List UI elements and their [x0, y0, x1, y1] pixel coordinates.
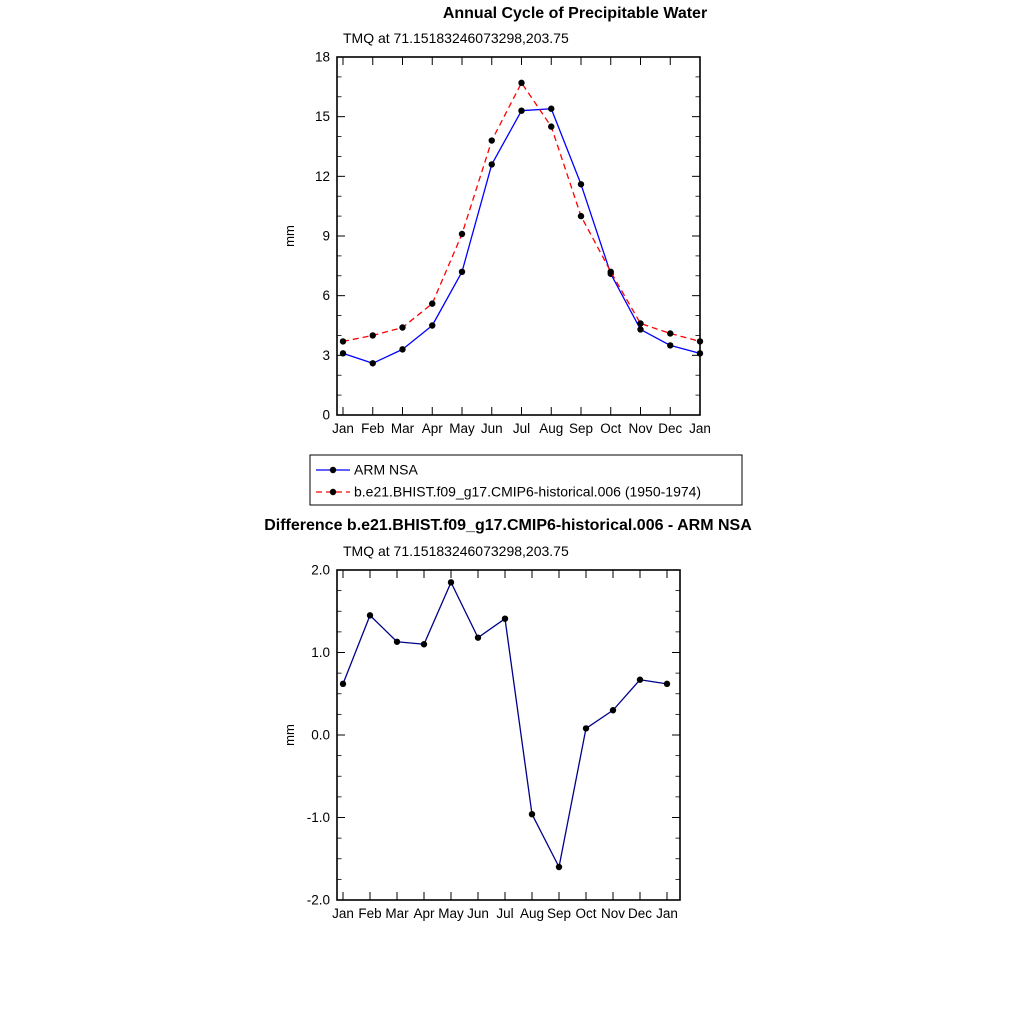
x-tick-label: May [438, 906, 464, 921]
y-tick-label: 2.0 [311, 562, 330, 578]
y-tick-label: 1.0 [311, 645, 330, 660]
data-point [556, 864, 562, 870]
x-tick-label: Apr [413, 906, 435, 921]
data-point [697, 350, 703, 356]
data-point [664, 681, 670, 687]
y-tick-label: 6 [322, 288, 330, 304]
x-tick-label: Dec [658, 421, 683, 436]
data-point [518, 80, 524, 86]
data-point [667, 342, 673, 348]
x-tick-label: Sep [546, 906, 572, 921]
x-tick-label: Mar [390, 421, 415, 436]
data-point [367, 612, 373, 618]
legend-marker [330, 467, 336, 473]
plot-frame [337, 570, 680, 900]
legend-label: b.e21.BHIST.f09_g17.CMIP6-historical.006 (1950-1974) [354, 483, 702, 500]
x-tick-label: Feb [361, 421, 385, 436]
y-tick-label: -2.0 [306, 892, 330, 908]
data-point [578, 181, 584, 187]
data-point [637, 326, 643, 332]
x-tick-label: Jan [332, 421, 354, 436]
data-point [610, 707, 616, 713]
x-tick-label: Jan [656, 906, 678, 921]
data-point [548, 123, 554, 129]
bottom-chart [307, 563, 680, 922]
data-point [340, 681, 346, 687]
x-tick-label: Aug [519, 906, 545, 921]
y-tick-label: 12 [314, 168, 330, 184]
data-point [608, 269, 614, 275]
data-point [429, 322, 435, 328]
x-tick-label: Jan [332, 906, 354, 921]
data-point [459, 231, 465, 237]
data-point [399, 346, 405, 352]
legend-marker [330, 489, 336, 495]
x-tick-label: Nov [600, 906, 626, 921]
data-point [667, 330, 673, 336]
data-point [637, 320, 643, 326]
bottom-chart-title: Difference b.e21.BHIST.f09_g17.CMIP6-historical.006 - ARM NSA [264, 517, 752, 534]
data-point [502, 615, 508, 621]
legend-label: ARM NSA [354, 461, 418, 478]
data-point [578, 213, 584, 219]
series-line [343, 83, 700, 342]
data-point [370, 332, 376, 338]
legend [310, 455, 742, 505]
bottom-chart-y-axis-label: mm [282, 724, 297, 746]
x-tick-label: Feb [358, 906, 382, 921]
x-tick-label: Aug [539, 421, 564, 436]
x-tick-label: Oct [600, 421, 622, 436]
data-point [583, 725, 589, 731]
data-point [529, 811, 535, 817]
data-point [697, 338, 703, 344]
data-point [475, 634, 481, 640]
x-tick-label: May [449, 421, 475, 436]
top-chart-y-axis-label: mm [282, 225, 297, 247]
data-point [518, 108, 524, 114]
data-point [548, 106, 554, 112]
data-point [459, 269, 465, 275]
bottom-chart-subtitle: TMQ at 71.15183246073298,203.75 [343, 543, 569, 559]
x-tick-label: Jul [496, 906, 514, 921]
x-tick-label: Jul [512, 421, 531, 436]
x-tick-label: Sep [568, 421, 594, 436]
data-point [421, 641, 427, 647]
data-point [340, 338, 346, 344]
x-tick-label: Jun [467, 906, 489, 921]
top-chart-subtitle: TMQ at 71.15183246073298,203.75 [343, 30, 569, 46]
top-chart-title: Annual Cycle of Precipitable Water [442, 5, 708, 22]
data-point [394, 639, 400, 645]
x-tick-label: Mar [385, 906, 409, 921]
x-tick-label: Dec [627, 906, 653, 921]
x-tick-label: Jun [480, 421, 503, 436]
x-tick-label: Nov [628, 421, 653, 436]
data-point [489, 137, 495, 143]
series-line [343, 582, 667, 867]
data-point [448, 579, 454, 585]
top-chart [315, 50, 711, 437]
data-point [429, 300, 435, 306]
x-tick-label: Oct [575, 906, 597, 921]
y-tick-label: 3 [322, 347, 330, 363]
y-tick-label: 15 [314, 109, 330, 125]
x-tick-label: Apr [421, 421, 443, 436]
y-tick-label: -1.0 [306, 810, 330, 825]
data-point [637, 677, 643, 683]
data-point [340, 350, 346, 356]
y-tick-label: 9 [322, 228, 330, 244]
y-tick-label: 18 [314, 49, 330, 65]
data-point [489, 161, 495, 167]
y-tick-label: 0 [322, 407, 330, 423]
data-point [399, 324, 405, 330]
y-tick-label: 0.0 [311, 727, 330, 743]
data-point [370, 360, 376, 366]
x-tick-label: Jan [689, 421, 711, 436]
